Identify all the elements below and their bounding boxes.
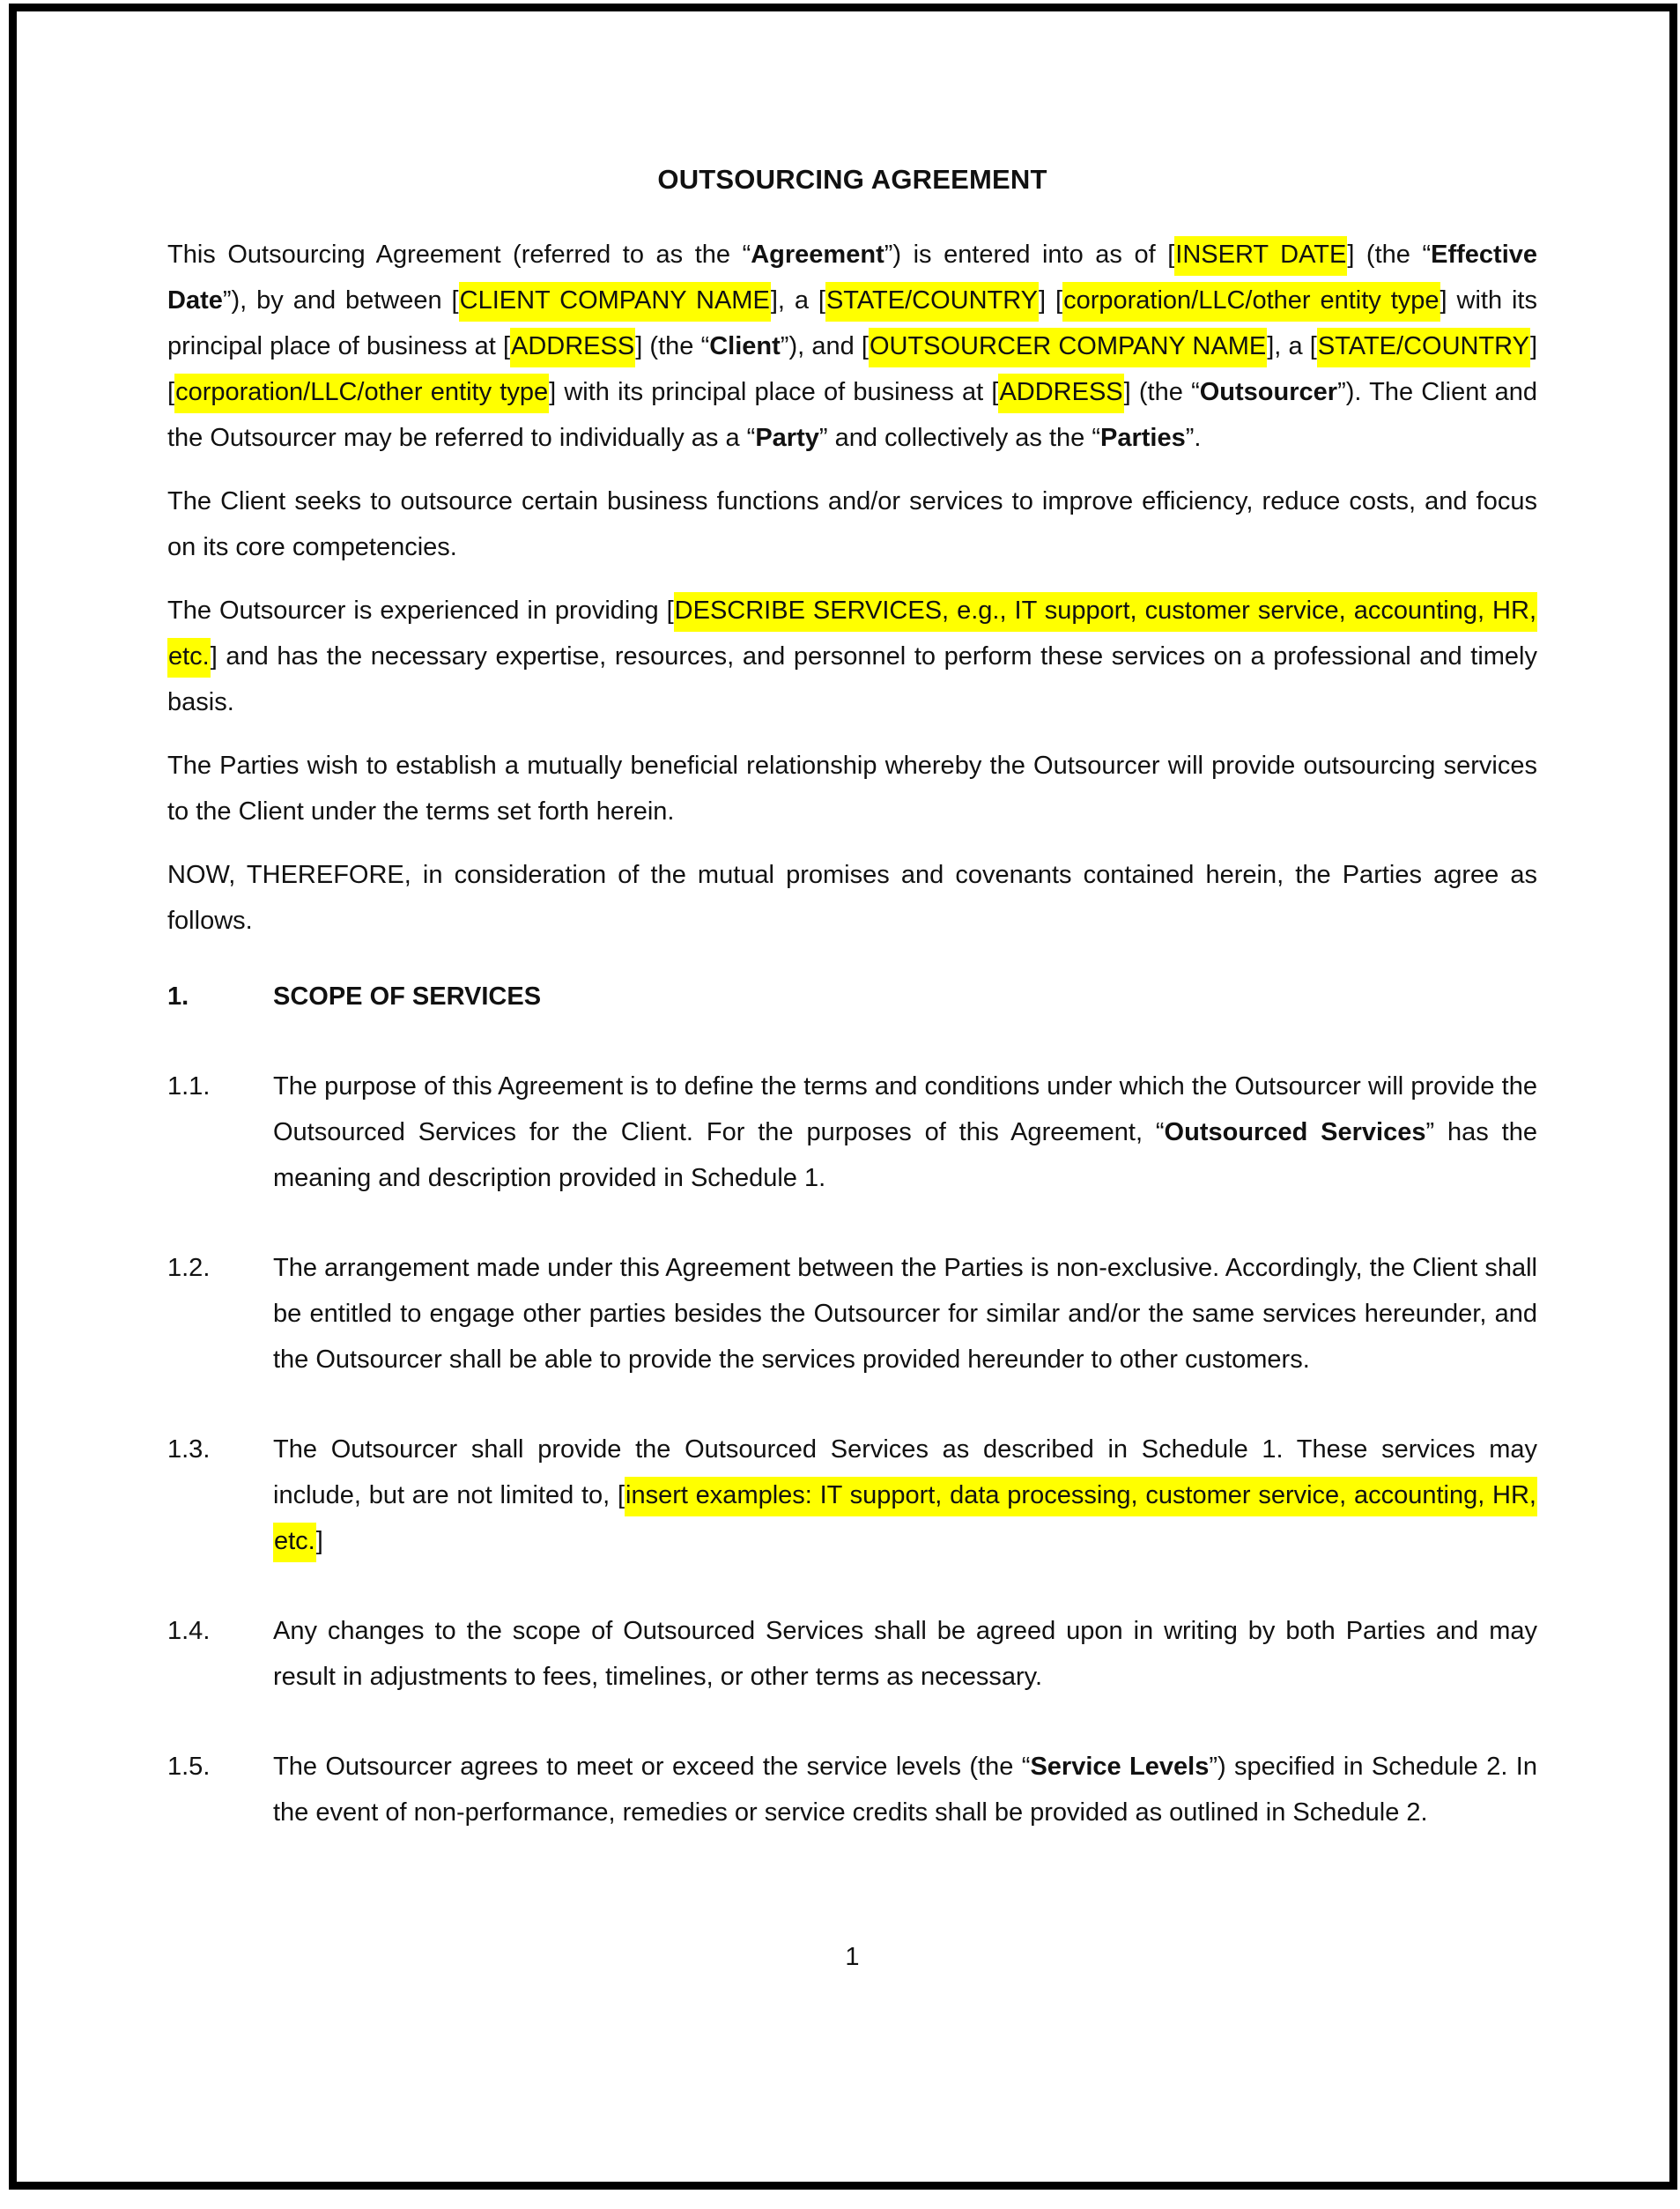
text-run: NOW, THEREFORE, in consideration of the mutual promises and covenants contained herein, the Parties agree as follows.: [167, 861, 1537, 935]
page-number: 1: [845, 1943, 860, 1971]
highlighted-placeholder: insert examples: IT support, data processing, customer service, accounting, HR, etc.: [273, 1477, 1537, 1562]
section-heading: [167, 974, 1537, 1019]
text-run: Service Levels: [1030, 1753, 1210, 1781]
paragraph: [167, 743, 1537, 834]
text-run: ] and has the necessary expertise, resources, and personnel to perform these services on a professional and timely basis.: [167, 642, 1537, 716]
text-run: Effective Date: [167, 241, 1538, 315]
page-content: [167, 0, 1537, 1980]
text-run: Agreement: [751, 241, 884, 269]
clause-number: 1.5.: [167, 1753, 211, 1781]
text-run: ”). The Client and the Outsourcer may be referred to individually as a “: [167, 378, 1537, 452]
text-run: The arrangement made under this Agreement between the Parties is non-exclusive. Accordingly, the Client shall be entitled to engage other parties besides the Outsourcer for similar and/or the same services hereunder, and the Outsourcer shall be able to provide the services provided hereunder to other customers.: [273, 1254, 1537, 1374]
text-run: Client: [709, 332, 781, 360]
text-run: The Client seeks to outsource certain business functions and/or services to improve efficiency, reduce costs, and focus on its core competencies.: [167, 487, 1537, 561]
text-run: The Outsourcer shall provide the Outsourced Services as described in Schedule 1. These services may include, but are not limited to, [: [273, 1435, 1537, 1509]
highlighted-placeholder: CLIENT COMPANY NAME: [459, 282, 771, 322]
text-run: ” has the meaning and description provided in Schedule 1.: [273, 1118, 1537, 1192]
text-run: ] (the “: [1123, 378, 1200, 406]
document-body: [167, 232, 1537, 1835]
text-run: ” and collectively as the “: [818, 424, 1101, 452]
text-run: Outsourced Services: [1164, 1118, 1426, 1146]
text-run: ”), by and between [: [222, 286, 459, 315]
text-run: ”.: [1185, 424, 1202, 452]
highlighted-placeholder: ADDRESS: [510, 328, 635, 367]
text-run: ] [: [167, 332, 1537, 406]
clause-number: 1.3.: [167, 1435, 211, 1464]
text-run: ] (the “: [635, 332, 710, 360]
text-run: ] with its principal place of business at [: [167, 286, 1537, 360]
numbered-clause: [167, 1744, 1537, 1835]
paragraph: [167, 852, 1537, 944]
numbered-clause: [167, 1427, 1537, 1564]
text-run: Party: [755, 424, 819, 452]
text-run: The purpose of this Agreement is to define the terms and conditions under which the Outsourcer will provide the Outsourced Services for the Client. For the purposes of this Agreement, “: [273, 1072, 1537, 1146]
highlighted-placeholder: corporation/LLC/other entity type: [1062, 282, 1439, 322]
text-run: The Parties wish to establish a mutually beneficial relationship whereby the Outsourcer will provide outsourcing services to the Client under the terms set forth herein.: [167, 752, 1537, 826]
numbered-clause: [167, 1064, 1537, 1201]
highlighted-placeholder: INSERT DATE: [1174, 236, 1347, 276]
numbered-clause: [167, 1245, 1537, 1382]
clause-number: 1.: [167, 982, 189, 1011]
text-run: ], a [: [770, 286, 825, 315]
text-run: Parties: [1100, 424, 1186, 452]
highlighted-placeholder: STATE/COUNTRY: [825, 282, 1039, 322]
clause-number: 1.1.: [167, 1072, 211, 1101]
text-run: Outsourcer: [1199, 378, 1338, 406]
highlighted-placeholder: ADDRESS: [998, 374, 1123, 413]
text-run: ”) is entered into as of [: [884, 241, 1175, 269]
highlighted-placeholder: OUTSOURCER COMPANY NAME: [869, 328, 1267, 367]
text-run: ] with its principal place of business at [: [549, 378, 999, 406]
text-run: ], a [: [1267, 332, 1317, 360]
text-run: ”) specified in Schedule 2. In the event of non-performance, remedies or service credits shall be provided as outlined in Schedule 2.: [273, 1753, 1537, 1827]
paragraph: [167, 588, 1537, 725]
clause-number: 1.4.: [167, 1617, 211, 1645]
highlighted-placeholder: DESCRIBE SERVICES, e.g., IT support, customer service, accounting, HR, etc.: [167, 592, 1537, 678]
text-run: ] [: [1039, 286, 1063, 315]
text-run: ] (the “: [1347, 241, 1432, 269]
text-run: The Outsourcer agrees to meet or exceed the service levels (the “: [273, 1753, 1031, 1781]
text-run: This Outsourcing Agreement (referred to as the “: [167, 241, 751, 269]
highlighted-placeholder: STATE/COUNTRY: [1317, 328, 1530, 367]
clause-number: 1.2.: [167, 1254, 211, 1282]
paragraph: [167, 478, 1537, 570]
text-run: SCOPE OF SERVICES: [273, 982, 542, 1011]
text-run: ”), and [: [780, 332, 869, 360]
text-run: Any changes to the scope of Outsourced Services shall be agreed upon in writing by both Parties and may result in adjustments to fees, timelines, or other terms as necessary.: [273, 1617, 1537, 1691]
paragraph: [167, 232, 1537, 461]
highlighted-placeholder: corporation/LLC/other entity type: [174, 374, 549, 413]
document-title: OUTSOURCING AGREEMENT: [657, 164, 1047, 195]
numbered-clause: [167, 1608, 1537, 1700]
text-run: ]: [315, 1527, 323, 1555]
text-run: The Outsourcer is experienced in providing [: [167, 597, 674, 625]
